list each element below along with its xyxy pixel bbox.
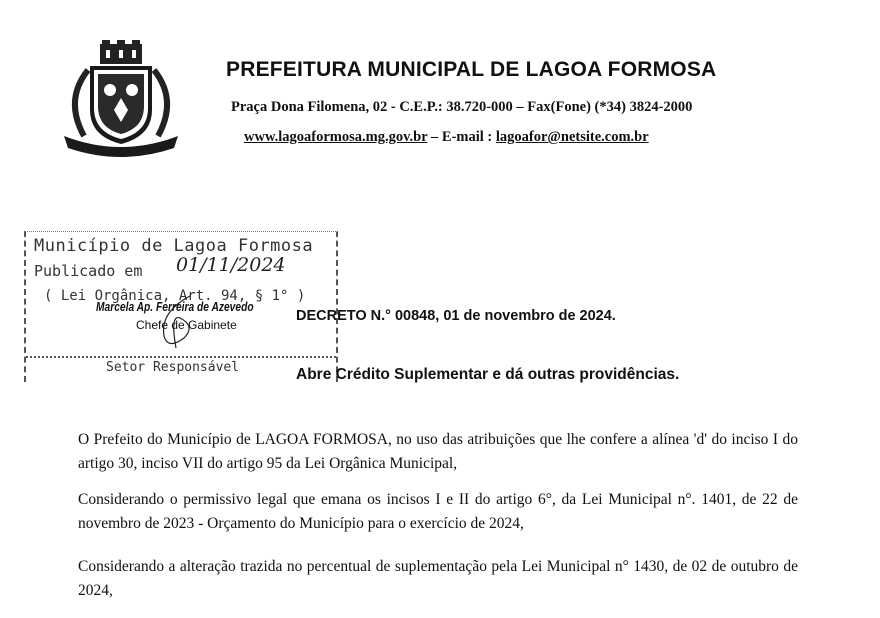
stamp-date: 01/11/2024 <box>176 254 286 276</box>
contact-line <box>244 129 649 146</box>
page-title: PREFEITURA MUNICIPAL DE LAGOA FORMOSA <box>226 58 717 81</box>
stamp-divider <box>26 356 336 358</box>
address-line: Praça Dona Filomena, 02 - C.E.P.: 38.720-000 – Fax(Fone) (*34) 3824-2000 <box>231 99 693 115</box>
email-link[interactable]: lagoafor@netsite.com.br <box>495 129 649 145</box>
website-link[interactable]: www.lagoaformosa.mg.gov.br <box>244 129 428 145</box>
stamp-municipality: Município de Lagoa Formosa <box>34 236 314 256</box>
body-paragraph: Considerando o permissivo legal que emana os incisos I e II do artigo 6°, da Lei Municipal n°. 1401, de 22 de novembro de 2023 - Orçamento do Município para o exercício de 2024, <box>78 491 798 532</box>
signer-name: Marcela Ap. Ferreira de Azevedo <box>96 300 254 314</box>
email-prefix: – E-mail : <box>427 129 496 145</box>
decree-subject: Abre Crédito Suplementar e dá outras providências. <box>296 366 680 383</box>
coat-of-arms-icon <box>58 40 184 158</box>
body-paragraph: Considerando a alteração trazida no percentual de suplementação pela Lei Municipal n° 1430, de 02 de outubro de 2024, <box>78 558 798 599</box>
body-paragraph: O Prefeito do Município de LAGOA FORMOSA, no uso das atribuições que lhe confere a alínea 'd' do inciso I do artigo 30, inciso VII do artigo 95 da Lei Orgânica Municipal, <box>78 431 798 472</box>
signer-role: Chefe de Gabinete <box>136 318 237 332</box>
decree-number: DECRETO N.° 00848, 01 de novembro de 2024. <box>296 308 616 324</box>
stamp-law-reference: ( Lei Orgânica, Art. 94, § 1° ) <box>44 288 306 304</box>
stamp-footer: Setor Responsável <box>106 360 240 375</box>
stamp-published-label: Publicado em <box>34 262 143 280</box>
signature-icon <box>150 292 210 352</box>
